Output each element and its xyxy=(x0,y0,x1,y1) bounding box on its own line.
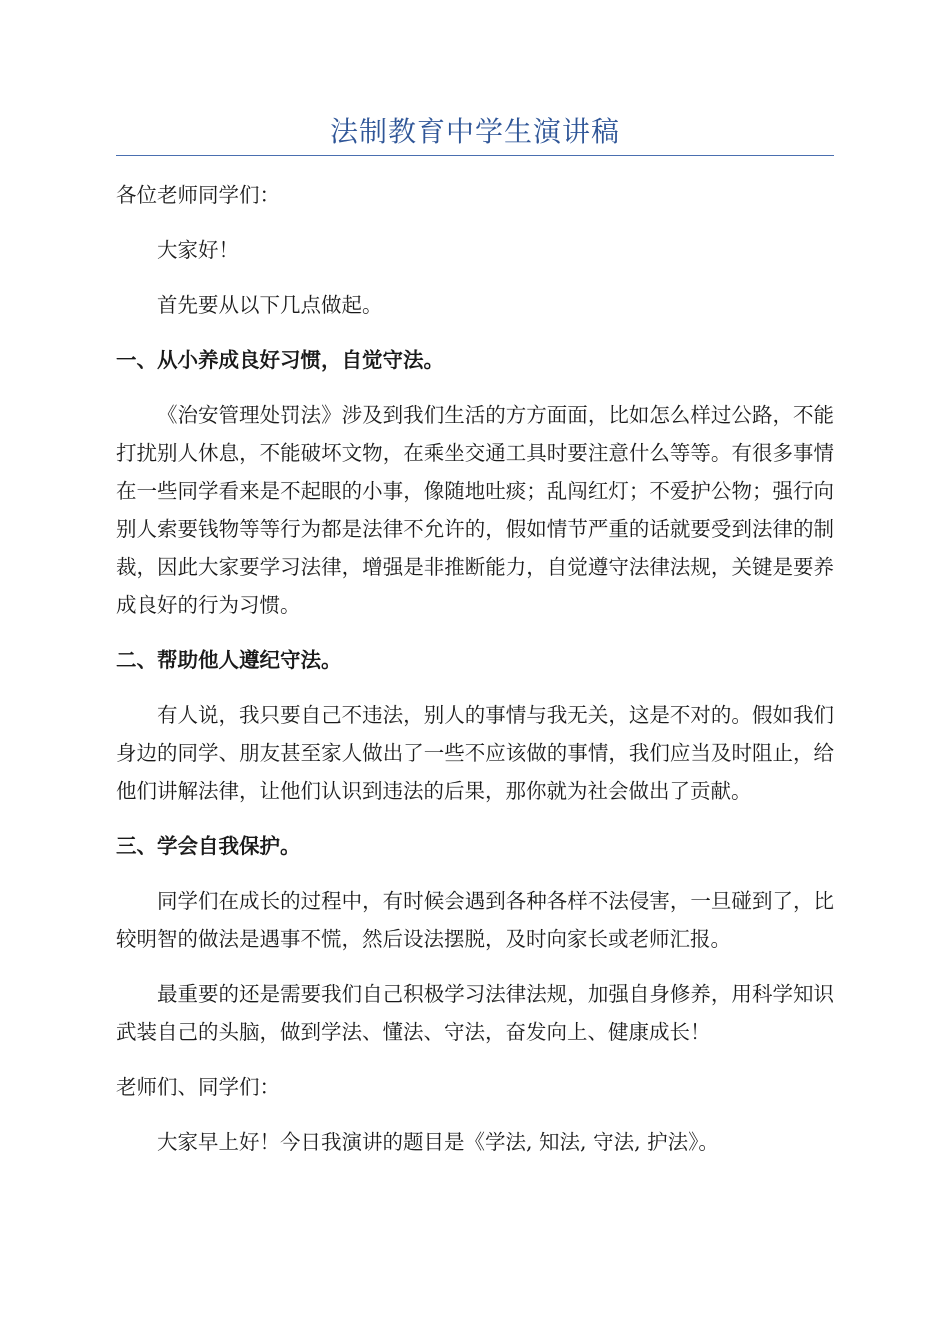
section-paragraph-1: 《治安管理处罚法》涉及到我们生活的方方面面，比如怎么样过公路，不能打扰别人休息，不能破坏文物，在乘坐交通工具时要注意什么等等。有很多事情在一些同学看来是不起眼的小事，像随地吐痰；乱闯红灯；不爱护公物；强行向别人索要钱物等等行为都是法律不允许的，假如情节严重的话就要受到法律的制裁，因此大家要学习法律，增强是非推断能力，自觉遵守法律法规，关键是要养成良好的行为习惯。 xyxy=(116,403,834,617)
second-greeting: 大家早上好！今日我演讲的题目是《学法, 知法, 守法, 护法》。 xyxy=(157,1130,719,1154)
section-heading-3: 三、学会自我保护。 xyxy=(116,834,301,858)
section-paragraph-2: 有人说，我只要自己不违法，别人的事情与我无关，这是不对的。假如我们身边的同学、朋友甚至家人做出了一些不应该做的事情，我们应当及时阻止，给他们讲解法律，让他们认识到违法的后果，那你就为社会做出了贡献。 xyxy=(116,703,834,803)
section-heading-2: 二、帮助他人遵纪守法。 xyxy=(116,648,342,672)
salutation: 各位老师同学们： xyxy=(116,183,280,207)
section-heading-1: 一、从小养成良好习惯，自觉守法。 xyxy=(116,348,444,372)
title-underline xyxy=(116,155,834,156)
document-title: 法制教育中学生演讲稿 xyxy=(329,115,620,148)
document-body xyxy=(116,176,834,1161)
second-salutation: 老师们、同学们： xyxy=(116,1075,280,1099)
intro-paragraph: 首先要从以下几点做起。 xyxy=(157,293,383,317)
conclusion-paragraph: 最重要的还是需要我们自己积极学习法律法规，加强自身修养，用科学知识武装自己的头脑，做到学法、懂法、守法，奋发向上、健康成长！ xyxy=(116,982,834,1044)
section-paragraph-3: 同学们在成长的过程中，有时候会遇到各种各样不法侵害，一旦碰到了，比较明智的做法是遇事不慌，然后设法摆脱，及时向家长或老师汇报。 xyxy=(116,889,834,951)
greeting: 大家好！ xyxy=(157,238,239,262)
